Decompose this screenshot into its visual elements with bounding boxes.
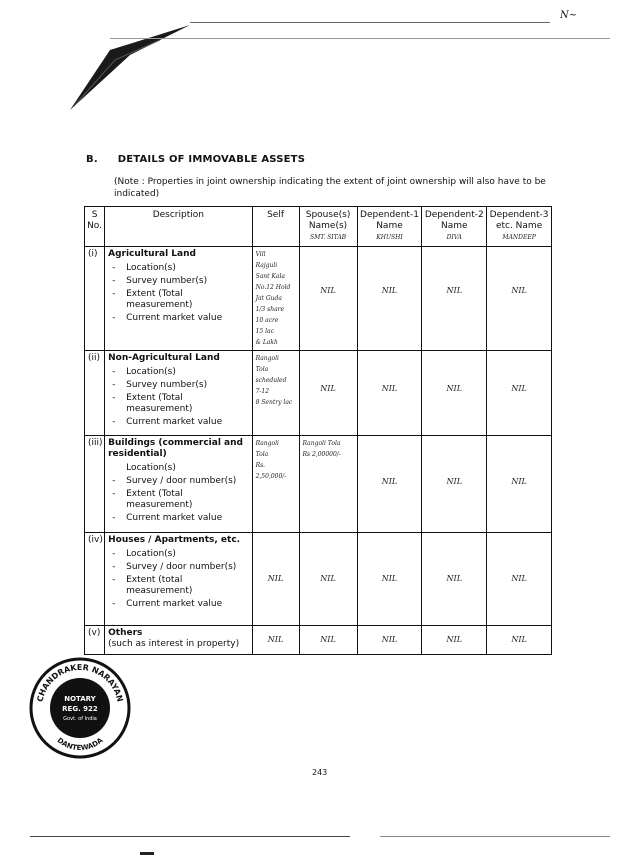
dependent1-cell xyxy=(357,247,422,351)
list-item: - Extent (Total measurement) xyxy=(112,393,248,415)
list-item: - Current market value xyxy=(112,513,248,524)
header-dependent2-name: DIVA xyxy=(446,234,463,241)
nil-value: NIL xyxy=(267,574,284,583)
table-row xyxy=(85,626,552,655)
row-title: Houses / Apartments, etc. xyxy=(108,535,241,545)
page-number: 243 xyxy=(312,768,328,777)
stamp-outer-bottom: DANTEWADA xyxy=(55,736,105,753)
dependent2-cell xyxy=(422,351,487,436)
header-dependent3 xyxy=(487,207,552,247)
header-spouse-name: SMT. SITAB xyxy=(310,234,347,241)
list-item: Location(s) xyxy=(126,463,176,473)
row-description xyxy=(105,436,252,533)
header-spouse xyxy=(299,207,357,247)
row-items xyxy=(108,263,248,324)
nil-value: NIL xyxy=(320,635,336,644)
row-title: Buildings (commercial and residential) xyxy=(108,438,243,459)
dependent1-cell xyxy=(357,533,422,626)
handwritten-line: 10 acre xyxy=(255,317,279,324)
stamp-center-1: NOTARY xyxy=(64,695,96,703)
nil-value: NIL xyxy=(511,574,527,583)
self-cell xyxy=(252,626,299,655)
scan-top-line xyxy=(190,22,550,23)
table-row xyxy=(85,533,552,626)
scan-bottom-line xyxy=(30,836,350,837)
handwritten-line: Rangoli Tola xyxy=(302,440,341,447)
row-title: Non-Agricultural Land xyxy=(108,353,220,363)
nil-value: NIL xyxy=(511,635,527,644)
dependent2-cell xyxy=(422,247,487,351)
self-handwritten-cell xyxy=(252,351,299,436)
spouse-cell xyxy=(299,351,357,436)
nil-value: NIL xyxy=(446,384,463,393)
dependent1-cell xyxy=(357,626,422,655)
list-item: - Current market value xyxy=(112,417,248,428)
nil-value: NIL xyxy=(381,635,398,644)
dependent1-cell xyxy=(357,351,422,436)
list-item: - Extent (Total measurement) xyxy=(112,489,248,511)
section-heading xyxy=(86,154,305,165)
dependent2-cell xyxy=(422,436,487,533)
stamp-center-3: Govt. of India xyxy=(63,716,97,722)
table-row xyxy=(85,436,552,533)
nil-value: NIL xyxy=(381,477,398,486)
handwritten-line: scheduled xyxy=(255,377,287,384)
table-row xyxy=(85,351,552,436)
row-description xyxy=(105,626,252,655)
nil-value: NIL xyxy=(511,286,527,295)
nil-value: NIL xyxy=(381,286,398,295)
table-row xyxy=(85,247,552,351)
list-item: - Extent (total measurement) xyxy=(112,575,248,597)
section-note: (Note : Properties in joint ownership indicating the extent of joint ownership will also have to be indicated) xyxy=(114,177,546,199)
header-dependent1 xyxy=(357,207,422,247)
scan-fold-artifact xyxy=(70,20,190,110)
handwritten-line: Tola xyxy=(255,366,269,373)
notary-stamp xyxy=(28,656,132,760)
nil-value: NIL xyxy=(446,477,463,486)
row-items xyxy=(108,463,248,524)
spouse-cell xyxy=(299,247,357,351)
nil-value: NIL xyxy=(320,574,336,583)
dependent3-cell xyxy=(487,626,552,655)
dependent1-cell xyxy=(357,436,422,533)
list-item: - Survey number(s) xyxy=(112,380,248,391)
nil-value: NIL xyxy=(511,384,527,393)
row-sno: (v) xyxy=(85,626,105,655)
nil-value: NIL xyxy=(320,286,336,295)
dependent3-cell xyxy=(487,351,552,436)
handwritten-line: 1/3 share xyxy=(255,306,285,313)
handwritten-line: 8 Sentry lac xyxy=(255,399,293,406)
self-handwritten-cell xyxy=(252,436,299,533)
header-dependent3-name: MANDEEP xyxy=(502,234,536,241)
handwritten-line: Rangoli xyxy=(255,440,279,447)
header-self: Self xyxy=(252,207,299,247)
list-item: - Location(s) xyxy=(112,549,248,560)
list-item: - Survey / door number(s) xyxy=(112,476,248,487)
section-number: B. xyxy=(86,154,98,165)
self-cell xyxy=(252,533,299,626)
row-subtitle: (such as interest in property) xyxy=(108,639,240,649)
header-description: Description xyxy=(105,207,252,247)
list-item: - Current market value xyxy=(112,313,248,324)
spouse-cell xyxy=(299,533,357,626)
handwritten-line: Rajguli xyxy=(255,262,278,269)
svg-text:DANTEWADA xyxy=(56,736,105,752)
row-title: Agricultural Land xyxy=(108,249,196,259)
nil-value: NIL xyxy=(320,384,336,393)
nil-value: NIL xyxy=(446,574,463,583)
row-description xyxy=(105,247,252,351)
list-item: - Location(s) xyxy=(112,367,248,378)
row-sno: (ii) xyxy=(85,351,105,436)
nil-value: NIL xyxy=(381,574,398,583)
handwritten-line: No.12 Hold xyxy=(255,284,291,291)
stamp-outer-top: CHANDRAKER NARAYAN xyxy=(35,662,125,703)
stamp-center-2: REG. 922 xyxy=(62,705,98,713)
list-item: - Survey / door number(s) xyxy=(112,562,248,573)
row-sno: (iv) xyxy=(85,533,105,626)
spouse-handwritten-cell xyxy=(299,436,357,533)
row-description xyxy=(105,351,252,436)
nil-value: NIL xyxy=(267,635,284,644)
scan-bottom-mark xyxy=(140,852,154,855)
nil-value: NIL xyxy=(381,384,398,393)
dependent2-cell xyxy=(422,533,487,626)
list-item: - Location(s) xyxy=(112,263,248,274)
scan-bottom-line-2 xyxy=(380,836,610,837)
nil-value: NIL xyxy=(446,635,463,644)
row-title: Others xyxy=(108,628,143,638)
header-dependent2-label: Dependent-2 Name xyxy=(424,210,484,231)
header-handwritten-mark: N~ xyxy=(560,10,578,21)
row-items xyxy=(108,367,248,428)
handwritten-line: Jat Guda xyxy=(255,295,282,302)
handwritten-line: Sant Kala xyxy=(255,273,286,280)
row-sno: (i) xyxy=(85,247,105,351)
row-items xyxy=(108,549,248,610)
header-sno: S No. xyxy=(85,207,105,247)
dependent3-cell xyxy=(487,533,552,626)
handwritten-line: 7-12 xyxy=(255,388,270,395)
section-title: DETAILS OF IMMOVABLE ASSETS xyxy=(117,154,306,165)
handwritten-line: 15 lac xyxy=(255,328,274,335)
row-sno: (iii) xyxy=(85,436,105,533)
row-description xyxy=(105,533,252,626)
handwritten-line: Vill xyxy=(255,251,266,258)
handwritten-line: Rangoli xyxy=(255,355,279,362)
dependent3-cell xyxy=(487,436,552,533)
handwritten-line: 2,50,000/- xyxy=(255,473,287,480)
dependent3-cell xyxy=(487,247,552,351)
self-handwritten-cell xyxy=(252,247,299,351)
immovable-assets-table xyxy=(84,206,552,655)
list-item: - Current market value xyxy=(112,599,248,610)
header-spouse-label: Spouse(s) Name(s) xyxy=(305,210,351,231)
list-item: - Survey number(s) xyxy=(112,276,248,287)
scan-top-line-2 xyxy=(110,38,610,39)
spouse-cell xyxy=(299,626,357,655)
header-dependent1-label: Dependent-1 Name xyxy=(360,210,419,231)
dependent2-cell xyxy=(422,626,487,655)
handwritten-line: Tola xyxy=(255,451,269,458)
nil-value: NIL xyxy=(446,286,463,295)
table-header-row xyxy=(85,207,552,247)
handwritten-line: & Lakh xyxy=(255,339,278,346)
header-dependent2 xyxy=(422,207,487,247)
header-dependent1-name: KHUSHI xyxy=(376,234,403,241)
nil-value: NIL xyxy=(511,477,527,486)
header-dependent3-label: Dependent-3 etc. Name xyxy=(489,210,549,231)
handwritten-line: Rs 2,00000/- xyxy=(302,451,341,458)
list-item: - Extent (Total measurement) xyxy=(112,289,248,311)
handwritten-line: Rs. xyxy=(255,462,266,469)
